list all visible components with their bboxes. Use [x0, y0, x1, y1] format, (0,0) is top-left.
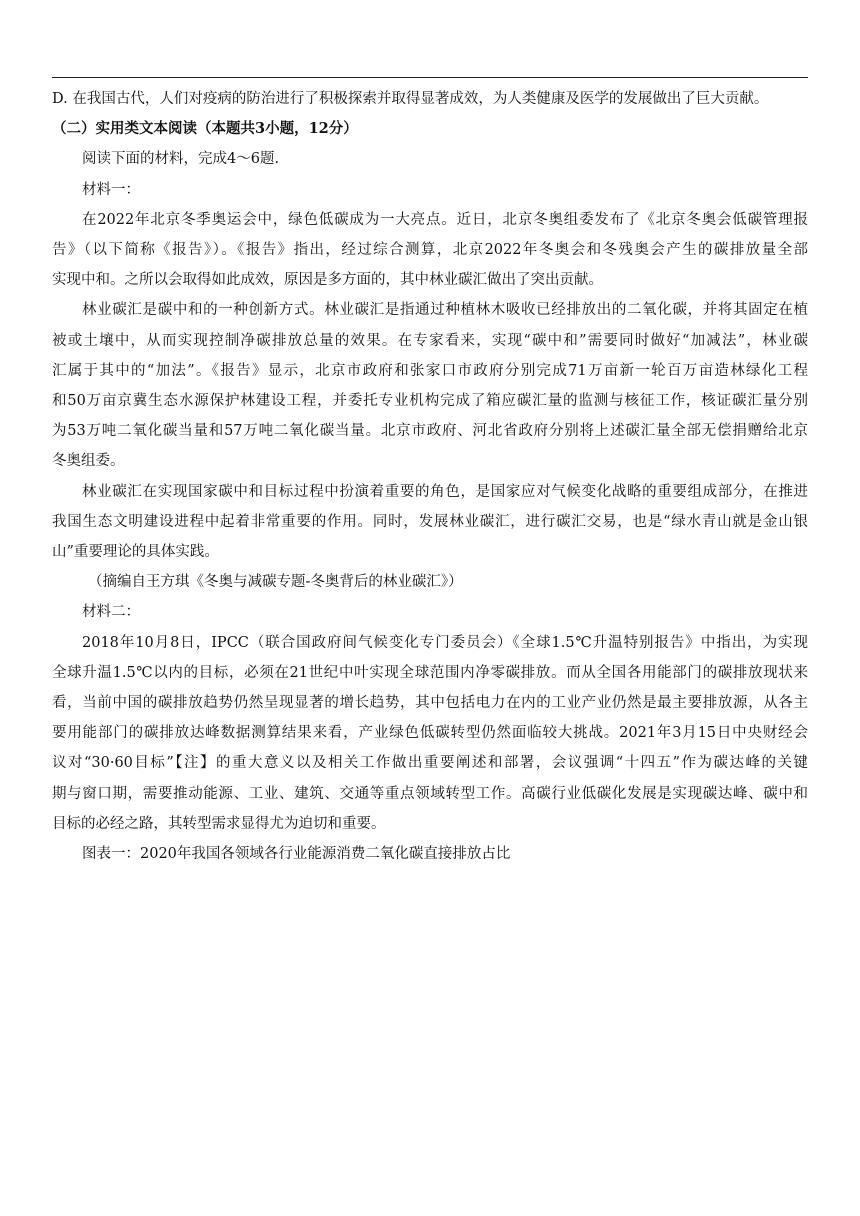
paragraph-line: 林业碳汇是碳中和的一种创新方式。林业碳汇是指通过种植林木吸收已经排放出的二氧化碳，并将其固定在植: [82, 302, 808, 319]
paragraph-line: 议对“30·60目标”【注】的重大意义以及相关工作做出重要阐述和部署，会议强调“十四五”作为碳达峰的关键: [52, 755, 808, 772]
material-one-source: （摘编自王方琪《冬奥与减碳专题-冬奥背后的林业碳汇》）: [88, 574, 463, 591]
paragraph-line: 要用能部门的碳排放达峰数据测算结果来看，产业绿色低碳转型仍然面临较大挑战。2021年3月15日中央财经会: [52, 725, 808, 742]
paragraph-line: 实现中和。之所以会取得如此成效，原因是多方面的，其中林业碳汇做出了突出贡献。: [52, 272, 603, 289]
material-one-paragraph-2: [52, 295, 808, 476]
paragraph-line: 目标的必经之路，其转型需求显得尤为迫切和重要。: [52, 815, 386, 832]
paragraph-line: 和50万亩京冀生态水源保护林建设工程，并委托专业机构完成了箱应碳汇量的监测与核征工作，核证碳汇量分别: [52, 393, 808, 410]
paragraph-line: 期与窗口期，需要推动能源、工业、建筑、交通等重点领域转型工作。高碳行业低碳化发展是实现碳达峰、碳中和: [52, 785, 808, 802]
material-two-label: 材料二：: [82, 604, 140, 621]
material-two-paragraph-1: [52, 628, 808, 839]
paragraph-line: 冬奥组委。: [52, 453, 125, 470]
figure-caption: 图表一：2020年我国各领域各行业能源消费二氧化碳直接排放占比: [82, 846, 511, 863]
section-heading: （二）实用类文本阅读（本题共3小题，12分）: [52, 120, 358, 138]
paragraph-line: 我国生态文明建设进程中起着非常重要的作用。同时，发展林业碳汇，进行碳汇交易，也是“绿水青山就是金山银: [52, 513, 808, 530]
paragraph-line: 汇属于其中的“加法”。《报告》显示，北京市政府和张家口市政府分别完成71万亩新一轮百万亩造林绿化工程: [52, 362, 808, 379]
option-d-text: D. 在我国古代，人们对疫病的防治进行了积极探索并取得显著成效，为人类健康及医学的发展做出了巨大贡献。: [52, 91, 769, 107]
paragraph-line: 为53万吨二氧化碳当量和57万吨二氧化碳当量。北京市政府、河北省政府分别将上述碳汇量全部无偿捐赠给北京: [52, 423, 808, 440]
paragraph-line: 全球升温1.5℃以内的目标，必须在21世纪中叶实现全球范围内净零碳排放。而从全国各用能部门的碳排放现状来: [52, 664, 808, 681]
paragraph-line: 山”重要理论的具体实践。: [52, 544, 219, 561]
paragraph-line: 在2022年北京冬季奥运会中，绿色低碳成为一大亮点。近日，北京冬奥组委发布了《北京冬奥会低碳管理报: [82, 211, 808, 228]
material-one-paragraph-1: [52, 205, 808, 296]
paragraph-line: 林业碳汇在实现国家碳中和目标过程中扮演着重要的角色，是国家应对气候变化战略的重要组成部分，在推进: [82, 483, 808, 500]
paragraph-line: 看，当前中国的碳排放趋势仍然呈现显著的增长趋势，其中包括电力在内的工业产业仍然是最主要排放源，从各主: [52, 695, 808, 712]
reading-instruction: 阅读下面的材料，完成4～6题.: [82, 151, 280, 168]
paragraph-line: 告》（以下简称《报告》）。《报告》指出，经过综合测算，北京2022年冬奥会和冬残奥会产生的碳排放量全部: [52, 242, 808, 259]
top-divider-rule: [52, 77, 808, 78]
paragraph-line: 2018年10月8日，IPCC（联合国政府间气候变化专门委员会）《全球1.5℃升温特别报告》中指出，为实现: [82, 634, 808, 651]
material-one-paragraph-3: [52, 477, 808, 568]
paragraph-line: 被或土壤中，从而实现控制净碳排放总量的效果。在专家看来，实现“碳中和”需要同时做好“加减法”，林业碳: [52, 332, 808, 349]
material-one-label: 材料一：: [82, 181, 140, 198]
document-page: [52, 84, 808, 869]
